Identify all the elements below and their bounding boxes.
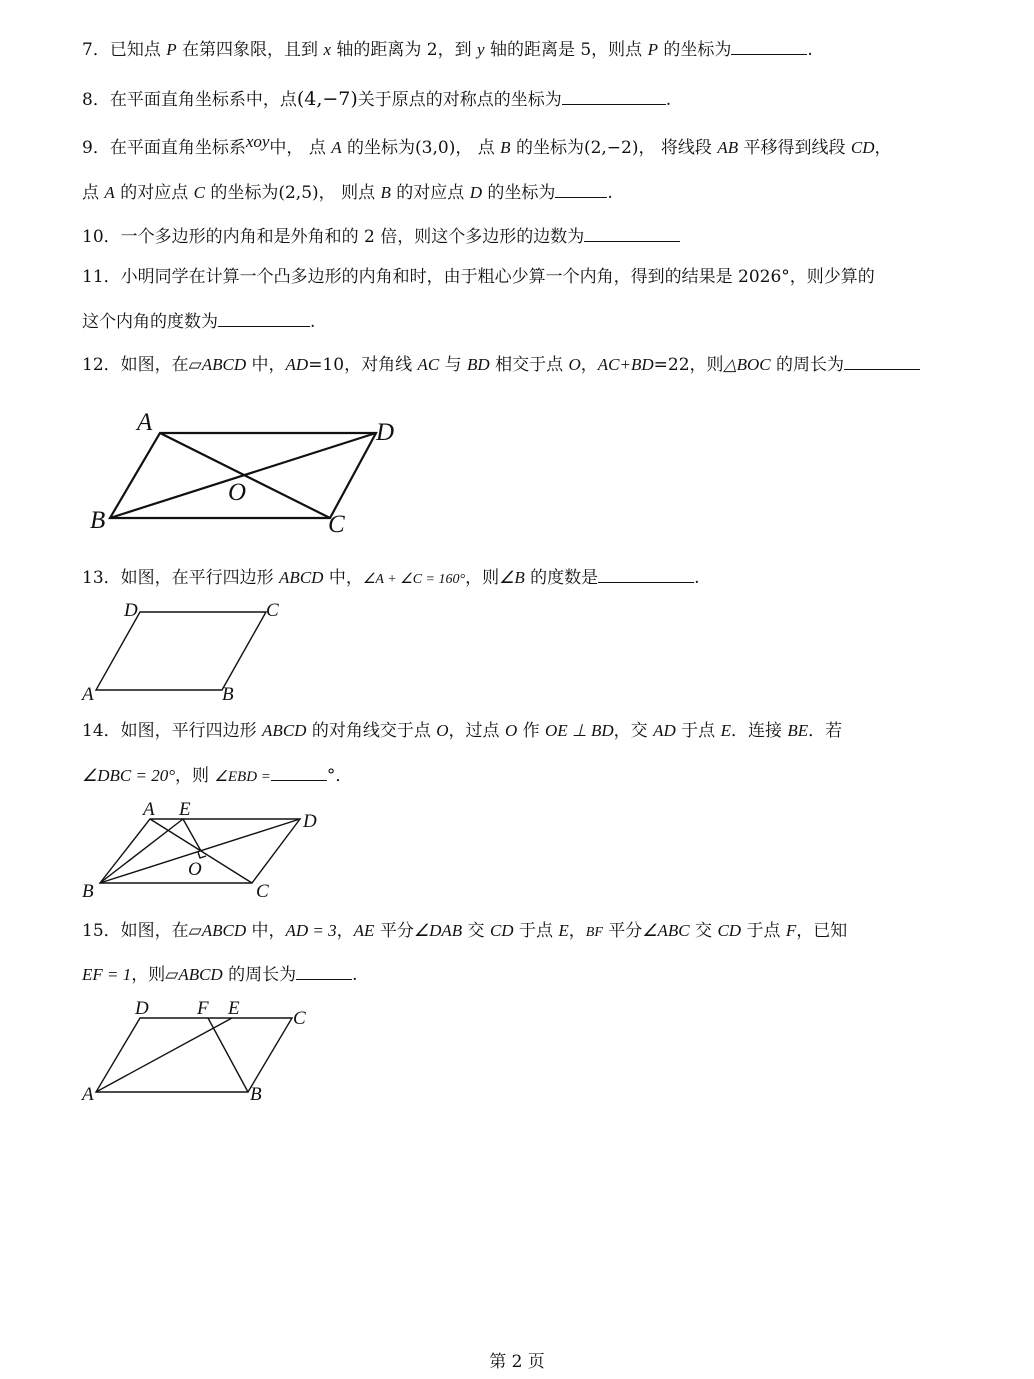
text: ，则 xyxy=(465,568,500,588)
figure-q14-parallelogram xyxy=(80,795,350,903)
math-point: (4,−7) xyxy=(296,88,358,110)
parallelogram-symbol: ▱ xyxy=(188,355,202,375)
question-8 xyxy=(82,87,982,111)
text: 中， 点 xyxy=(269,138,332,158)
var: AD xyxy=(653,721,676,740)
text: 于点 xyxy=(513,921,559,941)
segment-ae xyxy=(96,1018,232,1092)
var: ABCD xyxy=(178,965,223,984)
var: ABCD xyxy=(262,721,307,740)
text: 的周长为 xyxy=(222,965,297,985)
label-d: D xyxy=(376,419,395,446)
text: 一个多边形的内角和是外角和的 2 倍，则这个多边形的边数为 xyxy=(120,227,585,247)
label-e: E xyxy=(179,799,191,820)
text: ．连接 xyxy=(730,721,788,741)
var: ABCD xyxy=(201,921,247,940)
question-15 xyxy=(82,920,982,944)
text: 如图，在 xyxy=(120,921,189,941)
answer-blank[interactable] xyxy=(296,962,352,980)
var: P xyxy=(647,40,658,59)
segment-oe xyxy=(183,819,201,851)
text: 在平面直角坐标系中，点 xyxy=(109,90,297,110)
question-13 xyxy=(82,565,982,591)
text: 与 xyxy=(439,355,468,375)
label-a: A xyxy=(82,684,94,705)
math-expression: ∠DAB xyxy=(413,921,463,940)
text: 中， xyxy=(246,355,286,375)
answer-blank[interactable] xyxy=(555,180,607,198)
var: B xyxy=(500,138,511,157)
figure-q13-parallelogram xyxy=(80,598,300,706)
text: =22，则 xyxy=(653,355,724,375)
text: 中， xyxy=(246,921,286,941)
figure-q15-parallelogram xyxy=(80,992,340,1108)
var: BD xyxy=(467,355,490,374)
var: AC+BD xyxy=(597,355,654,374)
question-number: 7． xyxy=(82,40,110,60)
label-c: C xyxy=(328,511,345,538)
question-number: 15． xyxy=(82,921,121,941)
answer-blank[interactable] xyxy=(584,224,680,242)
answer-blank[interactable] xyxy=(271,763,327,781)
question-number: 14． xyxy=(82,721,121,741)
text: 轴的距离是 5，则点 xyxy=(484,40,648,60)
text: 作 xyxy=(517,721,546,741)
text: °． xyxy=(326,766,353,786)
text: ，过点 xyxy=(448,721,505,741)
text: 关于原点的对称点的坐标为 xyxy=(357,90,562,110)
parallelogram-abcd xyxy=(96,612,266,690)
label-b: B xyxy=(82,881,94,902)
var: O xyxy=(504,721,518,740)
text: ， xyxy=(568,921,586,941)
text: 的坐标为 xyxy=(481,183,556,203)
text: =10，对角线 xyxy=(308,355,418,375)
label-b: B xyxy=(90,507,106,534)
text: . xyxy=(352,965,358,985)
var: BE xyxy=(787,721,809,740)
text: . xyxy=(694,568,700,588)
answer-blank[interactable] xyxy=(598,565,694,583)
label-d: D xyxy=(124,600,138,621)
question-14-line-2 xyxy=(82,763,982,788)
text: 如图，在 xyxy=(120,355,189,375)
segment-bf xyxy=(208,1018,248,1092)
var: ABCD xyxy=(279,568,324,587)
answer-blank[interactable] xyxy=(844,352,920,370)
label-c: C xyxy=(256,881,269,902)
text: ，已知 xyxy=(796,921,848,941)
var: P xyxy=(166,40,177,59)
text: 如图，平行四边形 xyxy=(120,721,263,741)
var: CD xyxy=(489,921,514,940)
parallelogram-symbol: ▱ xyxy=(165,965,179,985)
var: AE xyxy=(353,921,375,940)
label-d: D xyxy=(135,998,149,1019)
text: 这个内角的度数为 xyxy=(82,312,218,332)
text: 的度数是 xyxy=(524,568,599,588)
label-b: B xyxy=(250,1084,262,1105)
var: O xyxy=(436,721,449,740)
question-number: 9． xyxy=(82,138,110,158)
label-a: A xyxy=(143,799,155,820)
var: A xyxy=(331,138,342,157)
question-number: 12． xyxy=(82,355,121,375)
text: 已知点 xyxy=(109,40,167,60)
text: 点 xyxy=(82,183,105,203)
math-expression: ∠EBD = xyxy=(214,769,271,785)
text: 相交于点 xyxy=(489,355,569,375)
var: E xyxy=(720,721,731,740)
figure-q12-parallelogram xyxy=(80,400,420,540)
var: BF xyxy=(585,925,603,940)
text: ， xyxy=(874,138,892,158)
answer-blank[interactable] xyxy=(562,87,666,105)
var: AC xyxy=(417,355,440,374)
question-9-line-2 xyxy=(82,180,982,204)
math-expression: ∠ABC xyxy=(642,921,690,940)
label-o: O xyxy=(188,859,202,880)
text: 交 xyxy=(462,921,490,941)
label-o: O xyxy=(228,479,247,506)
var: CD xyxy=(717,921,742,940)
label-e: E xyxy=(228,998,240,1019)
text: . xyxy=(607,183,613,203)
text: 的周长为 xyxy=(770,355,845,375)
math-expression: ∠A + ∠C = 160° xyxy=(362,572,466,587)
segment-be xyxy=(100,819,183,883)
text: 在平面直角坐标系 xyxy=(109,138,246,158)
var: F xyxy=(785,921,797,940)
var: B xyxy=(380,183,391,202)
var: A xyxy=(104,183,115,202)
text: 的对角线交于点 xyxy=(306,721,437,741)
question-15-line-2 xyxy=(82,962,982,986)
question-14 xyxy=(82,720,982,742)
text: 平分 xyxy=(374,921,414,941)
var: y xyxy=(477,40,485,59)
math-expression: AD = 3 xyxy=(285,921,337,940)
text: 于点 xyxy=(675,721,721,741)
math-expression: OE ⊥ BD xyxy=(545,721,614,740)
var: ∠B xyxy=(499,568,525,587)
text: 交 xyxy=(689,921,718,941)
text: ， 将线段 xyxy=(638,138,718,158)
label-f: F xyxy=(197,998,209,1019)
question-11 xyxy=(82,266,982,288)
text: 小明同学在计算一个凸多边形的内角和时，由于粗心少算一个内角，得到的结果是 2026°，则少算的 xyxy=(120,267,875,287)
var: AD xyxy=(285,355,309,374)
question-number: 13． xyxy=(82,568,121,588)
answer-blank[interactable] xyxy=(218,309,310,327)
var: ABCD xyxy=(201,355,247,374)
math-point: (2,5) xyxy=(278,183,319,203)
text: ， 则点 xyxy=(318,183,381,203)
label-c: C xyxy=(266,600,279,621)
answer-blank[interactable] xyxy=(731,37,807,55)
math-point: (3,0) xyxy=(415,138,456,158)
question-7 xyxy=(82,37,982,61)
var: △BOC xyxy=(723,355,771,374)
label-a: A xyxy=(137,409,153,436)
text: ，则 xyxy=(131,965,166,985)
var: xoy xyxy=(245,132,270,151)
text: 的对应点 xyxy=(390,183,470,203)
text: 轴的距离为 2，到 xyxy=(330,40,478,60)
text: 平分 xyxy=(602,921,643,941)
label-a: A xyxy=(82,1084,94,1105)
parallelogram-abcd xyxy=(96,1018,292,1092)
question-number: 10． xyxy=(82,227,121,247)
text: 的坐标为 xyxy=(204,183,279,203)
var: x xyxy=(323,40,331,59)
question-9 xyxy=(82,132,982,159)
text: ， xyxy=(580,355,598,375)
math-expression: ∠DBC = 20° xyxy=(82,766,176,785)
text: 平移得到线段 xyxy=(738,138,851,158)
question-11-line-2 xyxy=(82,309,982,333)
question-number: 11． xyxy=(82,267,121,287)
text: . xyxy=(665,90,672,110)
math-point: (2,−2) xyxy=(583,138,639,158)
math-expression: EF = 1 xyxy=(82,965,132,984)
text: 如图，在平行四边形 xyxy=(120,568,280,588)
text: 的坐标为 xyxy=(510,138,584,158)
text: 在第四象限，且到 xyxy=(176,40,324,60)
text: 的坐标为 xyxy=(341,138,416,158)
text: ．若 xyxy=(808,721,843,741)
text: 中， xyxy=(323,568,363,588)
text: ，交 xyxy=(613,721,654,741)
question-10 xyxy=(82,224,982,248)
text: . xyxy=(310,312,316,332)
text: 的对应点 xyxy=(114,183,194,203)
var: CD xyxy=(850,138,875,157)
var: AB xyxy=(717,138,739,157)
text: ，则 xyxy=(175,766,215,786)
text: ， 点 xyxy=(455,138,501,158)
var: D xyxy=(469,183,482,202)
text: ， xyxy=(336,921,354,941)
label-d: D xyxy=(303,811,317,832)
var: O xyxy=(568,355,581,374)
label-c: C xyxy=(293,1008,306,1029)
parallelogram-symbol: ▱ xyxy=(188,921,202,941)
label-b: B xyxy=(222,684,234,705)
question-12 xyxy=(82,352,982,376)
var: C xyxy=(193,183,205,202)
question-number: 8． xyxy=(82,90,110,110)
text: 的坐标为 xyxy=(657,40,732,60)
text: . xyxy=(807,40,813,60)
var: E xyxy=(558,921,569,940)
page-number: 第 2 页 xyxy=(489,1352,545,1372)
text: 于点 xyxy=(741,921,786,941)
